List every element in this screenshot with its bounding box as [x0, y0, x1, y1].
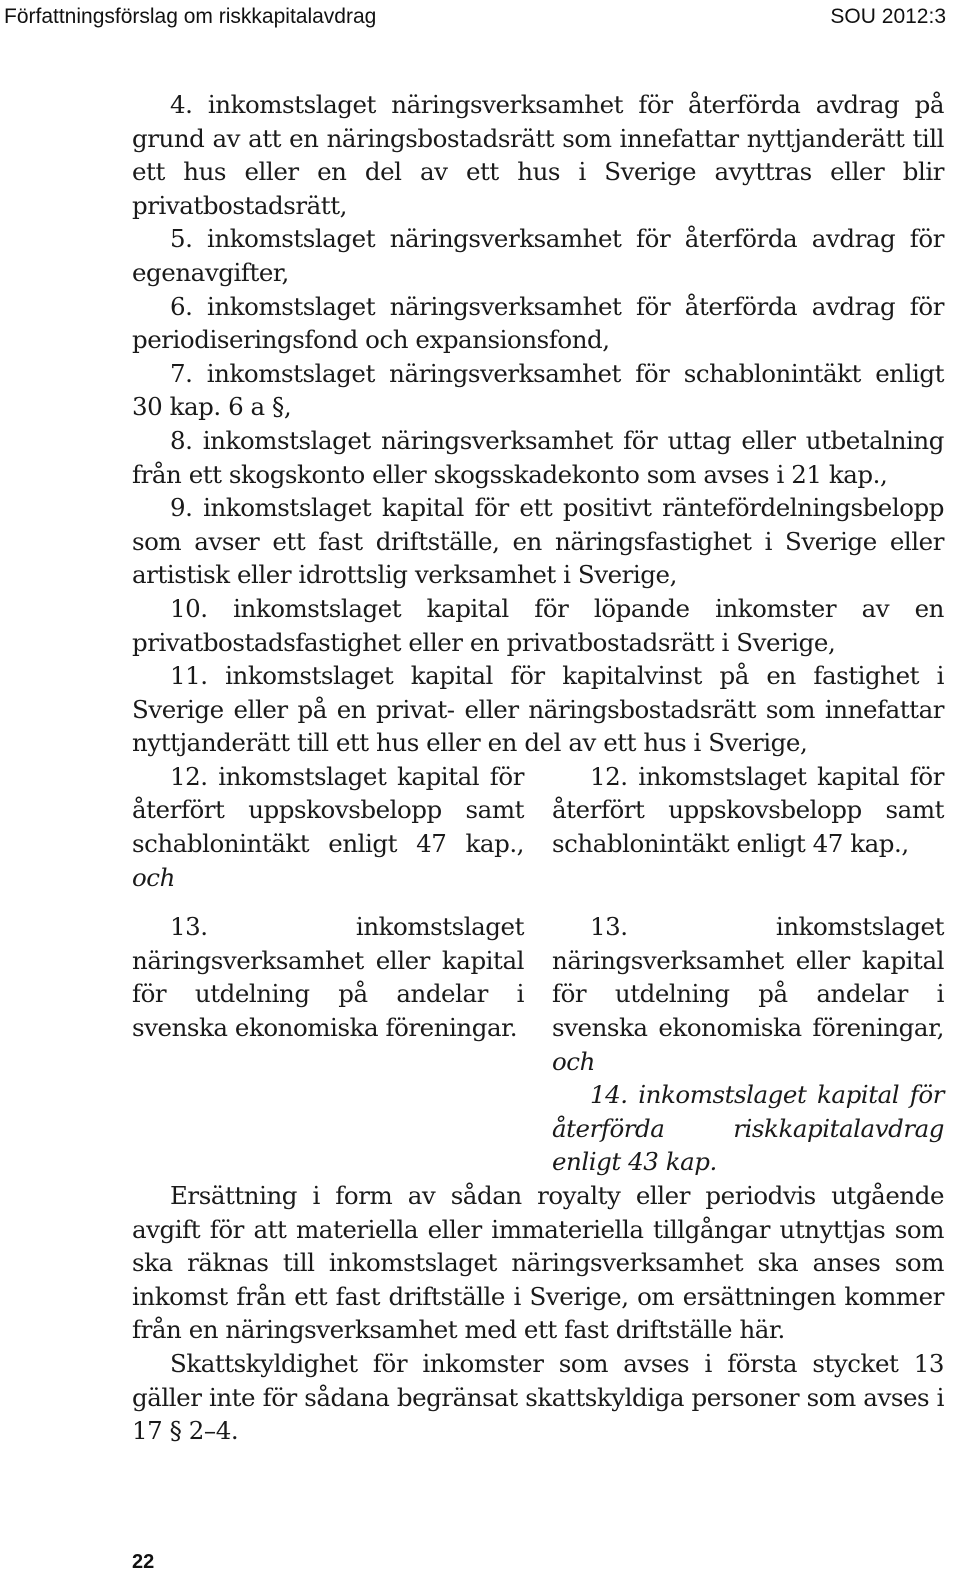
list-item-9: 9. inkomstslaget kapital för ett positivt räntefördelningsbelopp som avser ett fast driftställe, en näringsfastighet i Sverige eller artistisk eller idrottslig verksamhet i Sverige, — [132, 493, 944, 590]
document-title: Författningsförslag om riskkapitalavdrag — [4, 5, 377, 28]
paragraph-tax-liability: Skattskyldighet för inkomster som avses i första stycket 13 gäller inte för sådana begränsat skattskyldiga personer som avses i 17 § 2–4. — [132, 1348, 944, 1446]
proposed-item-14: 14. inkomstslaget kapital för återförda riskkapitalavdrag enligt 43 kap. — [552, 1080, 944, 1177]
current-item-13: 13. inkomstslaget näringsverksamhet eller kapital för utdelning på andelar i svenska ekonomiska föreningar. — [132, 912, 524, 1043]
current-item-12: 12. inkomstslaget kapital för återfört uppskovsbelopp samt schablonintäkt enligt 47 kap., och — [132, 761, 524, 892]
list-item-7: 7. inkomstslaget näringsverksamhet för schablonintäkt enligt 30 kap. 6 a §, — [132, 358, 944, 422]
proposed-item-12: 12. inkomstslaget kapital för återfört uppskovsbelopp samt schablonintäkt enligt 47 kap., — [552, 761, 944, 859]
list-item-11: 11. inkomstslaget kapital för kapitalvinst på en fastighet i Sverige eller på en privat- eller näringsbostadsrätt som innefattar nyttjanderätt till ett hus eller en del av ett hus i Sverige, — [132, 661, 944, 758]
list-item-8: 8. inkomstslaget näringsverksamhet för uttag eller utbetalning från ett skogskonto eller skogsskadekonto som avses i 21 kap., — [132, 425, 944, 489]
list-item-4: 4. inkomstslaget näringsverksamhet för återförda avdrag på grund av att en näringsbostadsrätt som innefattar nyttjanderätt till ett hus eller en del av ett hus i Sverige avyttras eller blir privatbostadsrätt, — [132, 90, 944, 220]
page-number: 22 — [132, 1551, 155, 1573]
paragraph-royalty: Ersättning i form av sådan royalty eller periodvis utgående avgift för att materiella eller immateriella tillgångar utnyttjas som ska räknas till inkomstslaget näringsverksamhet ska anses som inkomst från ett fast driftställe i Sverige, om ersättningen kommer från en näringsverksamhet med ett fast driftställe här. — [132, 1181, 944, 1345]
list-item-5: 5. inkomstslaget näringsverksamhet för återförda avdrag för egenavgifter, — [132, 224, 944, 287]
list-item-6: 6. inkomstslaget näringsverksamhet för återförda avdrag för periodiseringsfond och expansionsfond, — [132, 291, 944, 355]
current-wording-column — [132, 760, 524, 1179]
comparison-columns — [132, 760, 944, 1179]
proposed-och: och — [552, 1046, 595, 1076]
current-och: och — [132, 862, 175, 892]
page-header — [0, 0, 960, 40]
report-number: SOU 2012:3 — [830, 5, 946, 28]
proposed-wording-column — [552, 760, 944, 1179]
document-body — [132, 88, 944, 1448]
proposed-item-13: 13. inkomstslaget näringsverksamhet eller kapital för utdelning på andelar i svenska ekonomiska föreningar, och — [552, 912, 944, 1076]
list-item-10: 10. inkomstslaget kapital för löpande inkomster av en privatbostadsfastighet eller en privatbostadsrätt i Sverige, — [132, 593, 944, 657]
